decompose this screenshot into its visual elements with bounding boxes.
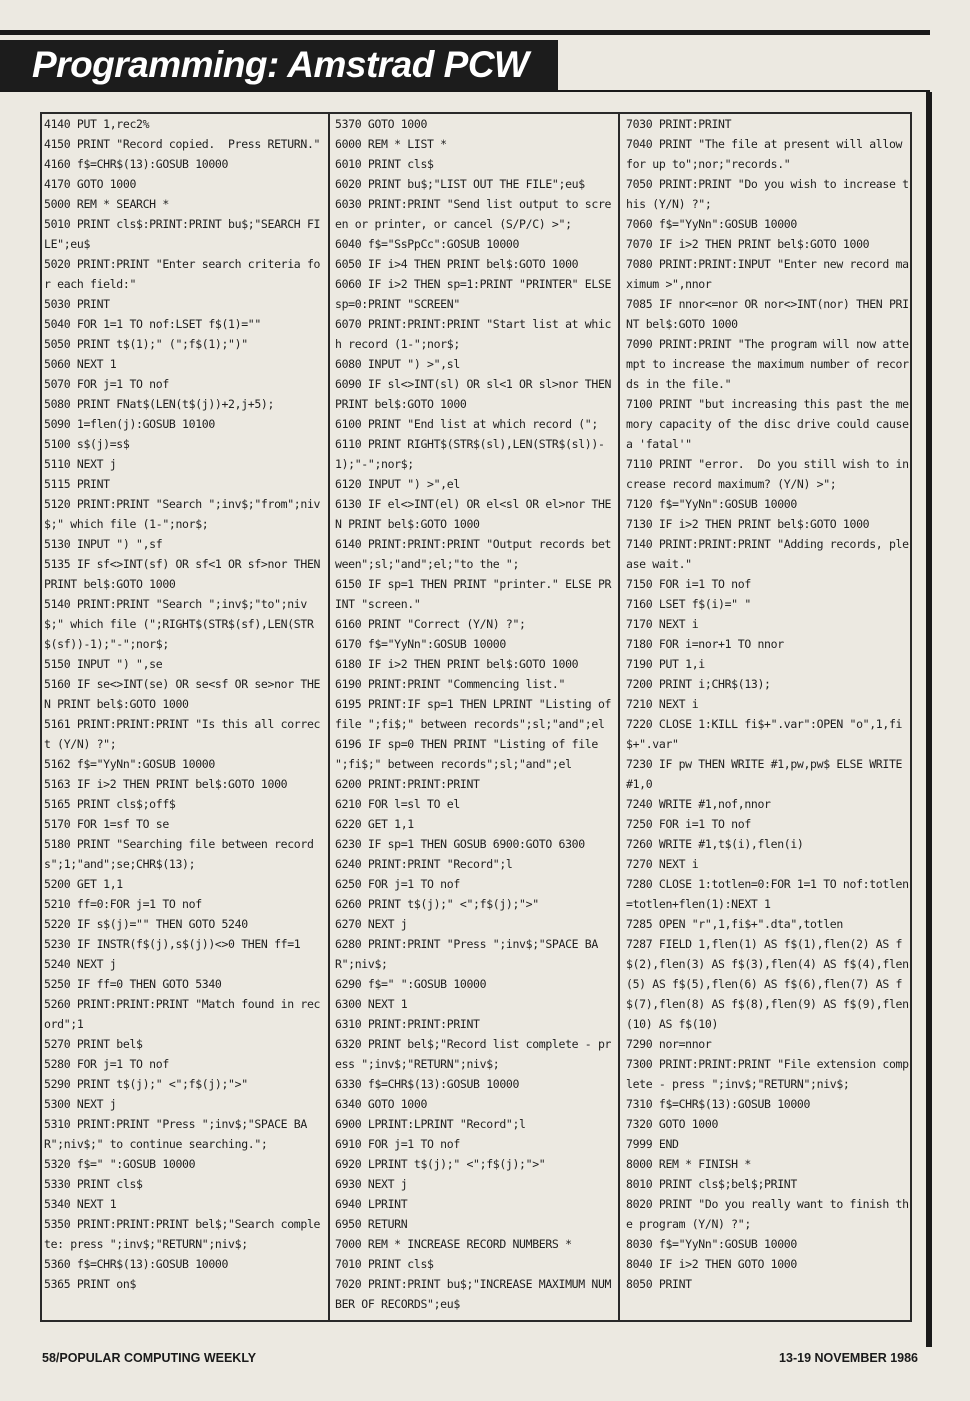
code-line: 5290 PRINT t$(j);" <";f$(j);">" <box>44 1077 248 1091</box>
code-line: 7250 FOR i=1 TO nof <box>626 817 751 831</box>
code-line: 7110 PRINT "error. Do you still wish to increase record maximum? (Y/N) >"; <box>626 457 909 491</box>
code-line: 5165 PRINT cls$;off$ <box>44 797 176 811</box>
code-line: 7030 PRINT:PRINT <box>626 117 732 131</box>
code-line: 5060 NEXT 1 <box>44 357 117 371</box>
code-line: 5220 IF s$(j)="" THEN GOTO 5240 <box>44 917 248 931</box>
right-margin-bar <box>926 92 932 1347</box>
code-line: 7140 PRINT:PRINT:PRINT "Adding records, please wait." <box>626 537 909 571</box>
code-line: 6930 NEXT j <box>335 1177 408 1191</box>
code-line: 6310 PRINT:PRINT:PRINT <box>335 1017 480 1031</box>
code-line: 7040 PRINT "The file at present will allow for up to";nor;"records." <box>626 137 909 171</box>
code-line: 5100 s$(j)=s$ <box>44 437 130 451</box>
code-line: 5020 PRINT:PRINT "Enter search criteria for each field:" <box>44 257 321 291</box>
code-line: 7280 CLOSE 1:totlen=0:FOR 1=1 TO nof:totlen=totlen+flen(1):NEXT 1 <box>626 877 909 911</box>
listing-column-1 <box>42 114 326 1320</box>
code-line: 6280 PRINT:PRINT "Press ";inv$;"SPACE BAR";niv$; <box>335 937 598 971</box>
code-line: 4150 PRINT "Record copied. Press RETURN." <box>44 137 321 151</box>
code-line: 7050 PRINT:PRINT "Do you wish to increase this (Y/N) ?"; <box>626 177 909 211</box>
code-line: 7220 CLOSE 1:KILL fi$+".var":OPEN "o",1,fi$+".var" <box>626 717 903 751</box>
code-line: 6170 f$="YyNn":GOSUB 10000 <box>335 637 506 651</box>
column-divider <box>618 112 620 1322</box>
code-line: 4160 f$=CHR$(13):GOSUB 10000 <box>44 157 229 171</box>
code-line: 5150 INPUT ") ",se <box>44 657 163 671</box>
code-line: 5340 NEXT 1 <box>44 1197 117 1211</box>
code-line: 6920 LPRINT t$(j);" <";f$(j);">" <box>335 1157 546 1171</box>
footer-page-info: 58/POPULAR COMPUTING WEEKLY <box>42 1351 257 1365</box>
code-line: 6230 IF sp=1 THEN GOSUB 6900:GOTO 6300 <box>335 837 585 851</box>
code-line: 7070 IF i>2 THEN PRINT bel$:GOTO 1000 <box>626 237 870 251</box>
code-line: 7130 IF i>2 THEN PRINT bel$:GOTO 1000 <box>626 517 870 531</box>
code-line: 5310 PRINT:PRINT "Press ";inv$;"SPACE BAR";niv$;" to continue searching."; <box>44 1117 307 1151</box>
code-line: 6130 IF el<>INT(el) OR el<sl OR el>nor THEN PRINT bel$:GOTO 1000 <box>335 497 612 531</box>
code-line: 7285 OPEN "r",1,fi$+".dta",totlen <box>626 917 843 931</box>
code-line: 5260 PRINT:PRINT:PRINT "Match found in record";1 <box>44 997 321 1031</box>
code-line: 6250 FOR j=1 TO nof <box>335 877 460 891</box>
code-line: 5040 FOR 1=1 TO nof:LSET f$(1)="" <box>44 317 261 331</box>
code-line: 7287 FIELD 1,flen(1) AS f$(1),flen(2) AS f$(2),flen(3) AS f$(3),flen(4) AS f$(4),flen(5) AS f$(5),flen(6) AS f$(6),flen(7) AS f$(7),flen(8) AS f$(8),flen(9) AS f$(9),flen(10) AS f$(10) <box>626 937 909 1031</box>
code-line: 5250 IF ff=0 THEN GOTO 5340 <box>44 977 222 991</box>
code-line: 6300 NEXT 1 <box>335 997 408 1011</box>
code-line: 6240 PRINT:PRINT "Record";l <box>335 857 513 871</box>
code-line: 6150 IF sp=1 THEN PRINT "printer." ELSE PRINT "screen." <box>335 577 612 611</box>
code-line: 7000 REM * INCREASE RECORD NUMBERS * <box>335 1237 572 1251</box>
code-line: 7260 WRITE #1,t$(i),flen(i) <box>626 837 804 851</box>
listing-column-2 <box>333 114 616 1320</box>
code-line: 7060 f$="YyNn":GOSUB 10000 <box>626 217 797 231</box>
column-divider <box>328 112 330 1322</box>
code-line: 7160 LSET f$(i)=" " <box>626 597 751 611</box>
code-line: 8000 REM * FINISH * <box>626 1157 751 1171</box>
code-line: 5210 ff=0:FOR j=1 TO nof <box>44 897 202 911</box>
code-line: 6195 PRINT:IF sp=1 THEN LPRINT "Listing of file ";fi$;" between records";sl;"and";el <box>335 697 618 731</box>
code-line: 6900 LPRINT:LPRINT "Record";l <box>335 1117 526 1131</box>
code-line: 6100 PRINT "End list at which record ("; <box>335 417 598 431</box>
code-line: 5163 IF i>2 THEN PRINT bel$:GOTO 1000 <box>44 777 288 791</box>
code-line: 6200 PRINT:PRINT:PRINT <box>335 777 480 791</box>
code-line: 5050 PRINT t$(1);" (";f$(1);")" <box>44 337 248 351</box>
code-line: 5370 GOTO 1000 <box>335 117 428 131</box>
code-line: 7300 PRINT:PRINT:PRINT "File extension complete - press ";inv$;"RETURN";niv$; <box>626 1057 909 1091</box>
code-line: 6190 PRINT:PRINT "Commencing list." <box>335 677 566 691</box>
code-line: 7320 GOTO 1000 <box>626 1117 719 1131</box>
code-line: 7170 NEXT i <box>626 617 699 631</box>
code-line: 7290 nor=nnor <box>626 1037 712 1051</box>
code-line: 7230 IF pw THEN WRITE #1,pw,pw$ ELSE WRITE #1,0 <box>626 757 909 791</box>
code-line: 5030 PRINT <box>44 297 110 311</box>
code-line: 5161 PRINT:PRINT:PRINT "Is this all correct (Y/N) ?"; <box>44 717 321 751</box>
code-line: 6340 GOTO 1000 <box>335 1097 428 1111</box>
code-line: 6160 PRINT "Correct (Y/N) ?"; <box>335 617 526 631</box>
code-line: 5120 PRINT:PRINT "Search ";inv$;"from";niv$;" which file (1-";nor$; <box>44 497 321 531</box>
code-line: 5162 f$="YyNn":GOSUB 10000 <box>44 757 215 771</box>
code-line: 8050 PRINT <box>626 1277 692 1291</box>
code-line: 4170 GOTO 1000 <box>44 177 137 191</box>
code-line: 5010 PRINT cls$:PRINT:PRINT bu$;"SEARCH FILE";eu$ <box>44 217 321 251</box>
code-line: 7190 PUT 1,i <box>626 657 705 671</box>
code-line: 5280 FOR j=1 TO nof <box>44 1057 169 1071</box>
code-line: 6320 PRINT bel$;"Record list complete - press ";inv$;"RETURN";niv$; <box>335 1037 612 1071</box>
code-line: 6000 REM * LIST * <box>335 137 447 151</box>
code-line: 6330 f$=CHR$(13):GOSUB 10000 <box>335 1077 520 1091</box>
top-rule <box>0 30 930 35</box>
code-line: 7085 IF nnor<=nor OR nor<>INT(nor) THEN PRINT bel$:GOTO 1000 <box>626 297 909 331</box>
code-line: 6196 IF sp=0 THEN PRINT "Listing of file ";fi$;" between records";sl;"and";el <box>335 737 605 771</box>
code-line: 6220 GET 1,1 <box>335 817 414 831</box>
code-line: 8040 IF i>2 THEN GOTO 1000 <box>626 1257 797 1271</box>
code-line: 5270 PRINT bel$ <box>44 1037 143 1051</box>
code-line: 8010 PRINT cls$;bel$;PRINT <box>626 1177 797 1191</box>
title-underline <box>0 90 930 92</box>
code-line: 6010 PRINT cls$ <box>335 157 434 171</box>
page-title: Programming: Amstrad PCW <box>0 40 558 90</box>
code-line: 6950 RETURN <box>335 1217 408 1231</box>
code-line: 6030 PRINT:PRINT "Send list output to screen or printer, or cancel (S/P/C) >"; <box>335 197 612 231</box>
code-line: 5090 1=flen(j):GOSUB 10100 <box>44 417 215 431</box>
code-line: 5180 PRINT "Searching file between records";1;"and";se;CHR$(13); <box>44 837 314 871</box>
code-line: 6080 INPUT ") >",sl <box>335 357 460 371</box>
code-line: 6270 NEXT j <box>335 917 408 931</box>
code-line: 6260 PRINT t$(j);" <";f$(j);">" <box>335 897 539 911</box>
code-line: 7120 f$="YyNn":GOSUB 10000 <box>626 497 797 511</box>
code-line: 7270 NEXT i <box>626 857 699 871</box>
code-line: 5140 PRINT:PRINT "Search ";inv$;"to";niv$;" which file (";RIGHT$(STR$(sf),LEN(STR$(sf))-1);"-";nor$; <box>44 597 314 651</box>
code-line: 7310 f$=CHR$(13):GOSUB 10000 <box>626 1097 811 1111</box>
code-line: 6060 IF i>2 THEN sp=1:PRINT "PRINTER" ELSE sp=0:PRINT "SCREEN" <box>335 277 618 311</box>
code-line: 7180 FOR i=nor+1 TO nnor <box>626 637 784 651</box>
code-line: 4140 PUT 1,rec2% <box>44 117 150 131</box>
code-line: 5200 GET 1,1 <box>44 877 123 891</box>
code-line: 7200 PRINT i;CHR$(13); <box>626 677 771 691</box>
code-line: 8020 PRINT "Do you really want to finish the program (Y/N) ?"; <box>626 1197 909 1231</box>
code-line: 6940 LPRINT <box>335 1197 408 1211</box>
code-line: 5365 PRINT on$ <box>44 1277 137 1291</box>
footer-date: 13-19 NOVEMBER 1986 <box>779 1351 918 1365</box>
code-line: 7090 PRINT:PRINT "The program will now attempt to increase the maximum number of records in the file." <box>626 337 909 391</box>
code-line: 7010 PRINT cls$ <box>335 1257 434 1271</box>
code-line: 6020 PRINT bu$;"LIST OUT THE FILE";eu$ <box>335 177 585 191</box>
code-line: 5350 PRINT:PRINT:PRINT bel$;"Search complete: press ";inv$;"RETURN";niv$; <box>44 1217 321 1251</box>
code-line: 6180 IF i>2 THEN PRINT bel$:GOTO 1000 <box>335 657 579 671</box>
code-line: 5330 PRINT cls$ <box>44 1177 143 1191</box>
code-line: 6210 FOR l=sl TO el <box>335 797 460 811</box>
code-line: 7150 FOR i=1 TO nof <box>626 577 751 591</box>
code-line: 5170 FOR 1=sf TO se <box>44 817 169 831</box>
code-line: 6050 IF i>4 THEN PRINT bel$:GOTO 1000 <box>335 257 579 271</box>
code-line: 5070 FOR j=1 TO nof <box>44 377 169 391</box>
code-line: 5130 INPUT ") ",sf <box>44 537 163 551</box>
code-line: 7020 PRINT:PRINT bu$;"INCREASE MAXIMUM NUMBER OF RECORDS";eu$ <box>335 1277 612 1311</box>
code-line: 5360 f$=CHR$(13):GOSUB 10000 <box>44 1257 229 1271</box>
code-line: 5115 PRINT <box>44 477 110 491</box>
code-line: 7100 PRINT "but increasing this past the memory capacity of the disc drive could cause a 'fatal'" <box>626 397 916 451</box>
code-line: 5320 f$=" ":GOSUB 10000 <box>44 1157 196 1171</box>
code-line: 6120 INPUT ") >",el <box>335 477 460 491</box>
code-line: 8030 f$="YyNn":GOSUB 10000 <box>626 1237 797 1251</box>
code-line: 6090 IF sl<>INT(sl) OR sl<1 OR sl>nor THEN PRINT bel$:GOTO 1000 <box>335 377 618 411</box>
code-line: 5135 IF sf<>INT(sf) OR sf<1 OR sf>nor THEN PRINT bel$:GOTO 1000 <box>44 557 327 591</box>
code-line: 7240 WRITE #1,nof,nnor <box>626 797 771 811</box>
code-line: 5000 REM * SEARCH * <box>44 197 169 211</box>
code-line: 5300 NEXT j <box>44 1097 117 1111</box>
code-line: 5080 PRINT FNat$(LEN(t$(j))+2,j+5); <box>44 397 275 411</box>
code-line: 6040 f$="SsPpCc":GOSUB 10000 <box>335 237 520 251</box>
code-line: 7210 NEXT i <box>626 697 699 711</box>
code-line: 7080 PRINT:PRINT:INPUT "Enter new record maximum >",nnor <box>626 257 909 291</box>
code-line: 5110 NEXT j <box>44 457 117 471</box>
listing-column-3 <box>624 114 916 1320</box>
code-line: 5230 IF INSTR(f$(j),s$(j))<>0 THEN ff=1 <box>44 937 301 951</box>
code-line: 6070 PRINT:PRINT:PRINT "Start list at which record (1-";nor$; <box>335 317 612 351</box>
code-line: 6290 f$=" ":GOSUB 10000 <box>335 977 487 991</box>
code-line: 5160 IF se<>INT(se) OR se<sf OR se>nor THEN PRINT bel$:GOTO 1000 <box>44 677 321 711</box>
code-line: 5240 NEXT j <box>44 957 117 971</box>
code-line: 6910 FOR j=1 TO nof <box>335 1137 460 1151</box>
code-line: 7999 END <box>626 1137 679 1151</box>
code-line: 6140 PRINT:PRINT:PRINT "Output records between";sl;"and";el;"to the "; <box>335 537 612 571</box>
code-line: 6110 PRINT RIGHT$(STR$(sl),LEN(STR$(sl))-1);"-";nor$; <box>335 437 605 471</box>
